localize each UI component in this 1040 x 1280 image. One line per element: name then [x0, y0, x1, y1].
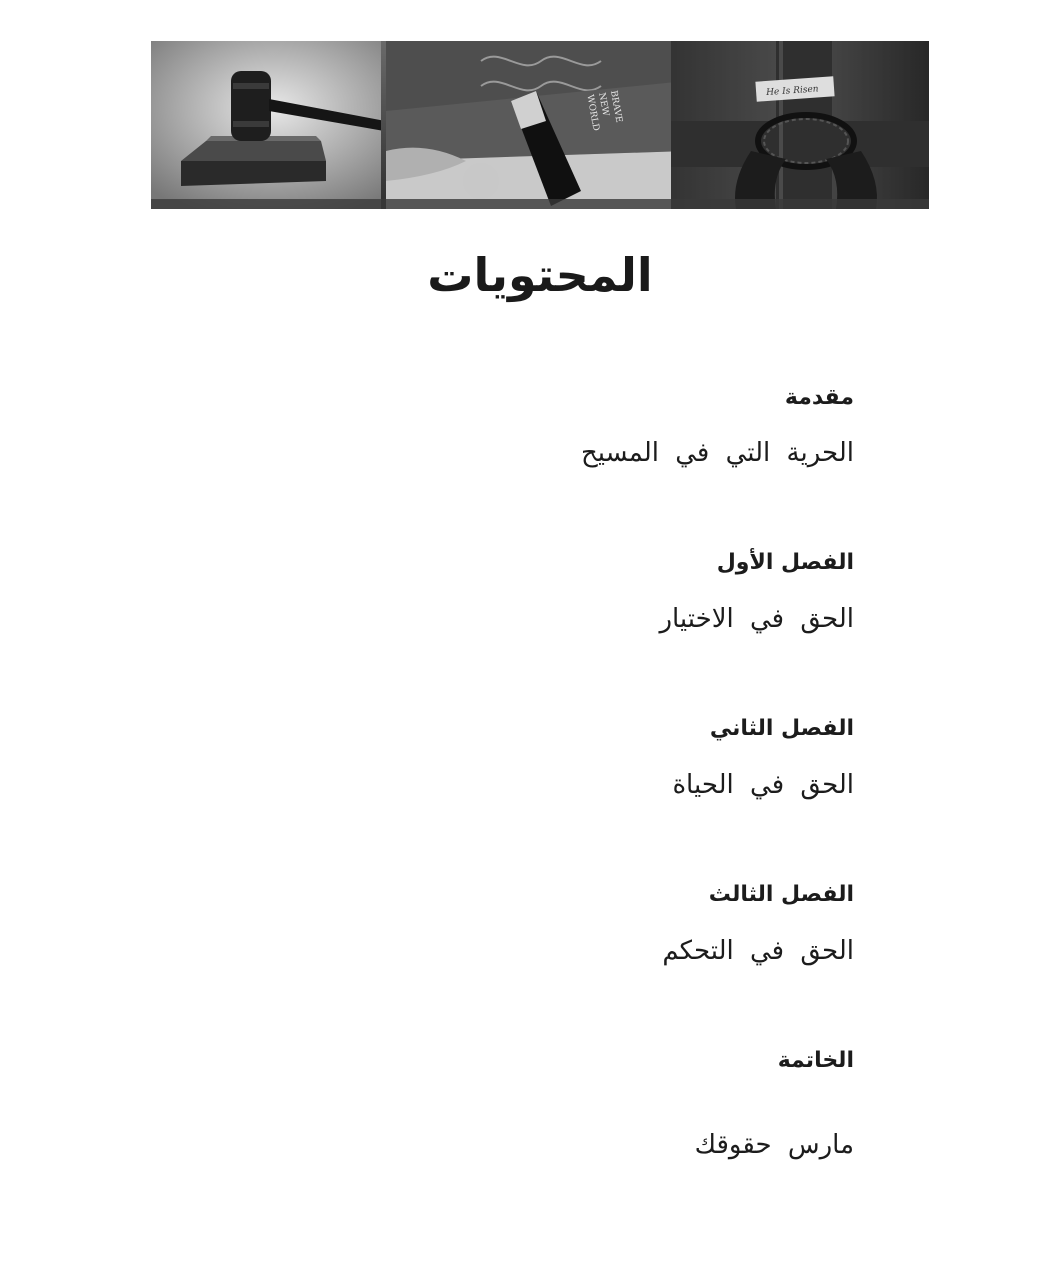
toc-entry-chapter-1 — [154, 548, 854, 578]
toc-entry-introduction-subtitle — [154, 435, 854, 471]
toc-entry-conclusion — [154, 1046, 854, 1076]
closing-line: مارس حقوقك — [694, 1130, 854, 1160]
toc-heading: الفصل الثاني — [709, 716, 854, 741]
book-spine-text: WORLD — [584, 93, 601, 132]
books-and-pen-image — [381, 41, 686, 209]
toc-footer-line — [154, 1127, 854, 1163]
toc-subtitle: الحق في الحياة — [672, 770, 854, 800]
toc-entry-chapter-1-subtitle — [154, 601, 854, 637]
toc-subtitle: الحرية التي في المسيح — [580, 438, 854, 468]
toc-subtitle: الحق في التحكم — [662, 936, 854, 966]
book-spine-text: NEW — [596, 91, 611, 117]
toc-heading: الفصل الثالث — [708, 882, 854, 907]
toc-entry-chapter-2-subtitle — [154, 767, 854, 803]
toc-entry-chapter-2 — [154, 714, 854, 744]
gavel-image — [151, 41, 396, 209]
header-banner-image — [151, 41, 929, 209]
sign-text: He Is Risen — [765, 84, 819, 99]
toc-entry-introduction — [154, 383, 854, 413]
toc-heading: مقدمة — [784, 385, 854, 410]
toc-entry-chapter-3-subtitle — [154, 933, 854, 969]
cross-image — [671, 41, 929, 209]
toc-heading: الفصل الأول — [716, 550, 854, 575]
book-spine-text: BRAVE — [608, 89, 624, 124]
page-title: المحتويات — [427, 248, 653, 302]
toc-subtitle: الحق في الاختيار — [659, 604, 854, 634]
toc-entry-chapter-3 — [154, 880, 854, 910]
toc-heading: الخاتمة — [777, 1048, 854, 1073]
